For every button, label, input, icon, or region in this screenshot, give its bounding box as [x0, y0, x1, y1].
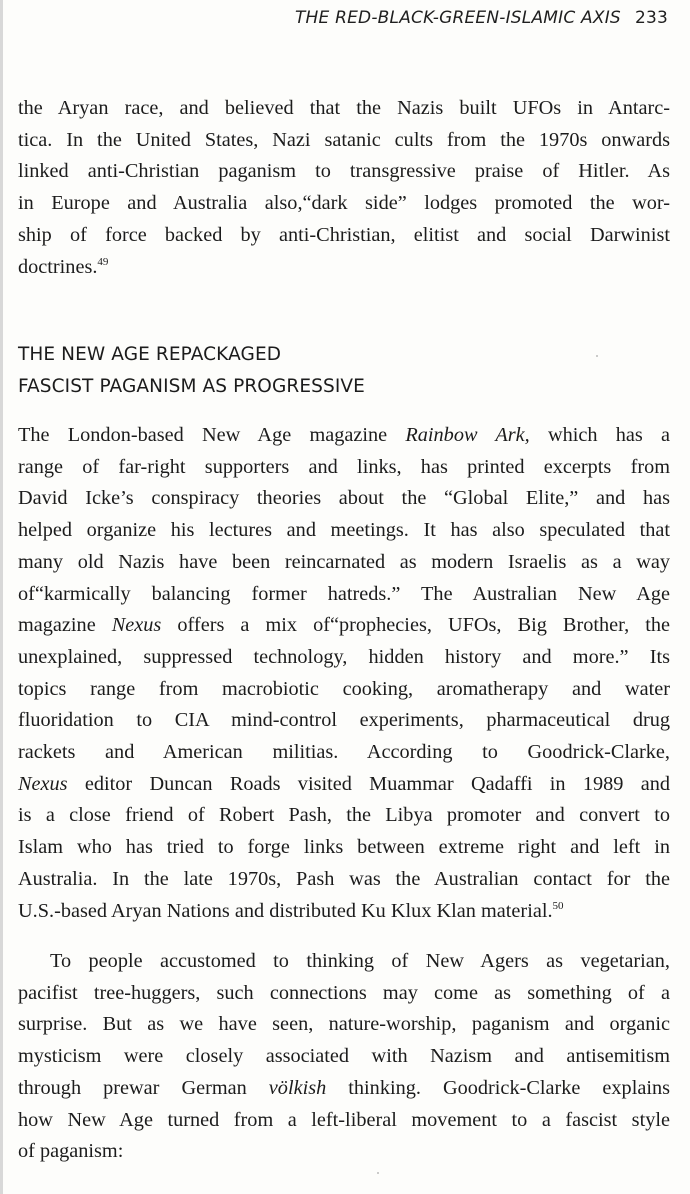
text-line: is a close friend of Robert Pash, the Libya promoter and convert to — [18, 804, 670, 827]
text-run: editor Duncan Roads visited Muammar Qadaffi in 1989 and — [67, 772, 670, 795]
text-line: in Europe and Australia also,“dark side” lodges promoted the wor- — [18, 192, 670, 215]
footnote-marker: 50 — [552, 899, 564, 912]
paragraph-1 — [18, 93, 670, 283]
text-line: range of far-right supporters and links, has printed excerpts from — [18, 455, 670, 478]
text-line: pacifist tree-huggers, such connections may come as something of a — [18, 981, 670, 1004]
text-line: unexplained, suppressed technology, hidden history and more.” Its — [18, 645, 670, 668]
section-heading-line-1: THE NEW AGE REPACKAGED — [18, 344, 282, 365]
scan-speck — [596, 355, 598, 357]
text-line — [18, 420, 670, 452]
text-line: mysticism were closely associated with Nazism and antisemitism — [18, 1045, 670, 1068]
scan-speck — [377, 1172, 379, 1174]
footnote-marker: 49 — [97, 255, 109, 268]
paragraph-2 — [18, 420, 670, 927]
text-line: fluoridation to CIA mind-control experiments, pharmaceutical drug — [18, 709, 670, 732]
text-run: The London-based New Age magazine — [18, 424, 406, 446]
text-line: many old Nazis have been reincarnated as modern Israelis as a way — [18, 550, 670, 573]
running-head-title: THE RED-BLACK-GREEN-ISLAMIC AXIS — [294, 8, 621, 28]
text-line: how New Age turned from a left-liberal movement to a fascist style — [18, 1108, 670, 1131]
text-line: linked anti-Christian paganism to transgressive praise of Hitler. As — [18, 160, 670, 183]
text-line — [18, 896, 670, 928]
text-line: helped organize his lectures and meetings. It has also speculated that — [18, 519, 670, 542]
text-line: the Aryan race, and believed that the Nazis built UFOs in Antarc- — [18, 97, 670, 119]
text-run: offers a mix of“prophecies, UFOs, Big Brother, the — [161, 614, 670, 637]
text-line: rackets and American militias. According to Goodrick-Clarke, — [18, 741, 670, 764]
text-line: ship of force backed by anti-Christian, elitist and social Darwinist — [18, 223, 670, 246]
text-line: of paganism: — [18, 1140, 124, 1163]
text-line: topics range from macrobiotic cooking, aromatherapy and water — [18, 677, 670, 700]
text-line — [18, 1073, 670, 1105]
text-run: magazine — [18, 614, 112, 637]
paragraph-3 — [18, 946, 670, 1168]
text-line: tica. In the United States, Nazi satanic cults from the 1970s onwards — [18, 128, 670, 151]
text-line — [18, 769, 670, 801]
text-line — [18, 252, 670, 284]
section-heading-line-2: FASCIST PAGANISM AS PROGRESSIVE — [18, 376, 365, 397]
text-line: To people accustomed to thinking of New Agers as vegetarian, — [50, 950, 670, 972]
magazine-title: Nexus — [111, 614, 162, 637]
running-head — [295, 8, 668, 28]
page-number: 233 — [634, 8, 668, 28]
text-line — [18, 610, 670, 642]
text-line: Australia. In the late 1970s, Pash was the Australian contact for the — [18, 867, 670, 890]
text-line-content: doctrines. — [18, 255, 98, 278]
magazine-title: Rainbow Ark, — [405, 424, 530, 446]
foreign-term: völkish — [268, 1076, 327, 1099]
text-line: of“karmically balancing former hatreds.” The Australian New Age — [18, 582, 670, 605]
text-run: through prewar German — [18, 1076, 269, 1099]
text-run: which has a — [529, 424, 671, 446]
page-edge — [0, 0, 3, 1194]
text-line: surprise. But as we have seen, nature-worship, paganism and organic — [18, 1013, 670, 1036]
text-run: U.S.-based Aryan Nations and distributed Ku Klux Klan material. — [18, 899, 553, 922]
text-line: David Icke’s conspiracy theories about the “Global Elite,” and has — [18, 487, 670, 510]
text-run: thinking. Goodrick-Clarke explains — [326, 1076, 671, 1099]
text-line: Islam who has tried to forge links between extreme right and left in — [18, 836, 670, 859]
magazine-title: Nexus — [18, 772, 68, 795]
